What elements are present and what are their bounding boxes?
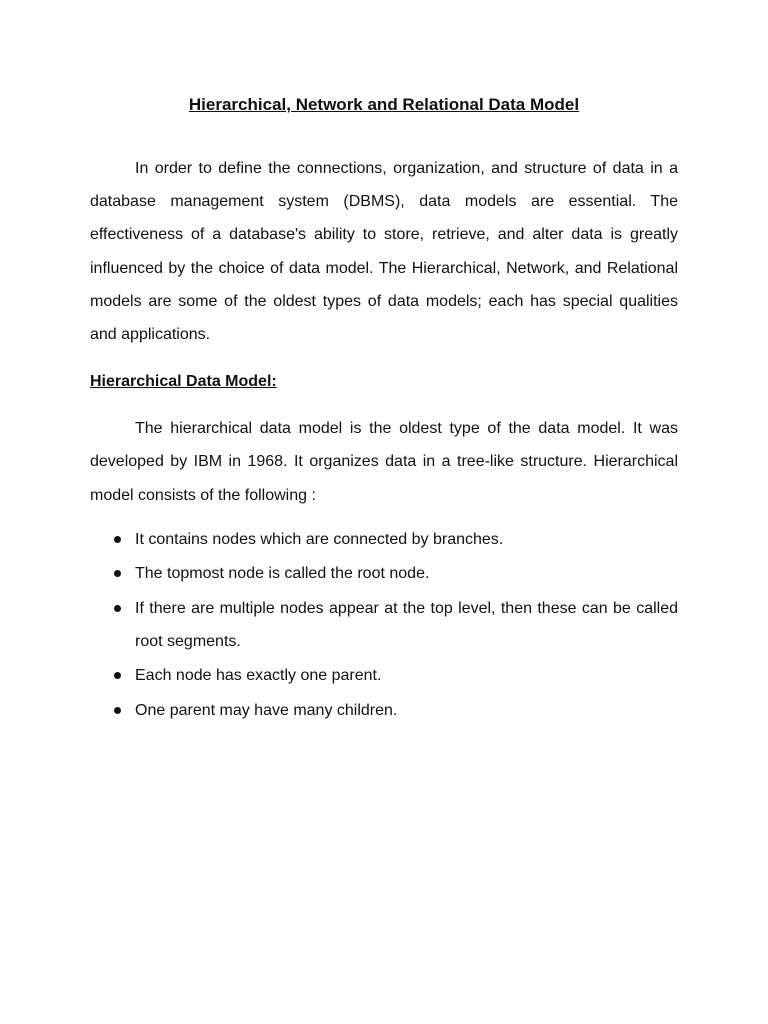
bullet-dot-icon [114,672,121,679]
list-item [90,592,678,658]
list-item-text: It contains nodes which are connected by branches. [135,530,504,548]
section-heading-hierarchical: Hierarchical Data Model: [90,373,277,391]
bullet-dot-icon [114,570,121,577]
list-item [90,557,678,590]
list-item-text: Each node has exactly one parent. [135,667,382,685]
document-title: Hierarchical, Network and Relational Data Model [188,95,580,114]
list-item [90,694,678,727]
list-item-text: The topmost node is called the root node. [135,565,430,583]
list-item [90,523,678,556]
bullet-dot-icon [114,605,121,612]
list-item [90,659,678,692]
list-item-text: One parent may have many children. [135,701,398,719]
intro-paragraph: In order to define the connections, organization, and structure of data in a database management system (DBMS), data models are essential. The effectiveness of a database's ability to store, retrieve, and alter data is greatly influenced by the choice of data model. The Hierarchical, Network, and Relational models are some of the oldest types of data models; each has special qualities and applications. [90,160,678,344]
hierarchical-paragraph: The hierarchical data model is the oldest type of the data model. It was developed by IBM in 1968. It organizes data in a tree-like structure. Hierarchical model consists of the following : [90,420,678,504]
hierarchical-bullet-list [90,523,678,727]
list-item-text: If there are multiple nodes appear at the top level, then these can be called root segments. [135,599,678,650]
bullet-dot-icon [114,707,121,714]
document-page [90,92,678,728]
bullet-dot-icon [114,536,121,543]
